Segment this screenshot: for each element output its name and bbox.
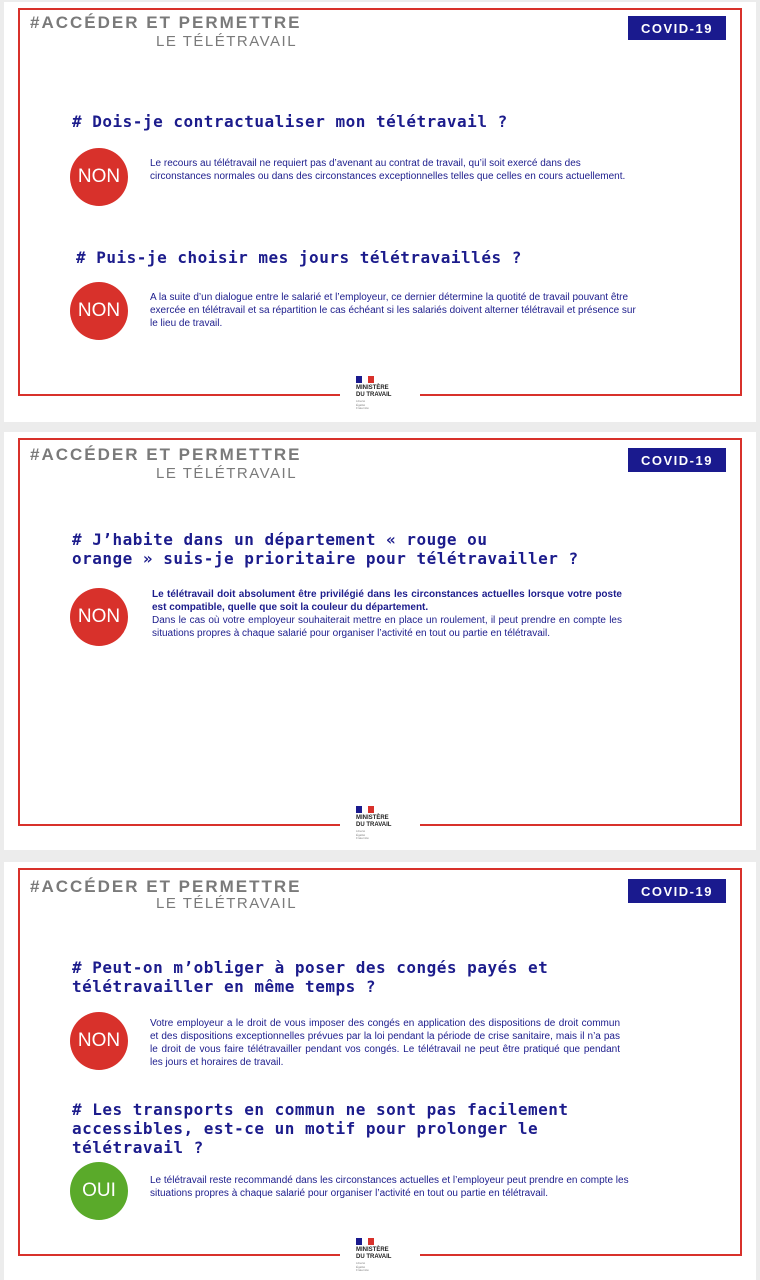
- slide-frame: [18, 8, 742, 396]
- ministry-logo: MINISTÈRE DU TRAVAIL Liberté Égalité Fraternité: [356, 806, 406, 841]
- french-flag-icon: [356, 376, 374, 383]
- slide-1: [4, 2, 756, 422]
- non-badge: NON: [70, 148, 128, 206]
- slide-3: [4, 862, 756, 1280]
- non-badge: NON: [70, 282, 128, 340]
- answer-text: A la suite d’un dialogue entre le salarié et l’employeur, ce dernier détermine la quotité de travail pouvant être exercée en télétravail et sa répartition le cas échéant si les salariés doivent alterner télétravail et présence sur le lieu de travail.: [150, 292, 636, 329]
- question-heading: # J’habite dans un département « rouge ou orange » suis-je prioritaire pour télétravailler ?: [72, 530, 579, 568]
- covid-badge: COVID-19: [628, 448, 726, 472]
- covid-badge: COVID-19: [628, 16, 726, 40]
- question-heading: # Peut-on m’obliger à poser des congés payés et télétravailler en même temps ?: [72, 958, 549, 996]
- non-badge: NON: [70, 588, 128, 646]
- ministry-logo: MINISTÈRE DU TRAVAIL Liberté Égalité Fraternité: [356, 376, 406, 411]
- header-subtitle: LE TÉLÉTRAVAIL: [156, 465, 298, 482]
- slide-2: [4, 432, 756, 850]
- french-flag-icon: [356, 1238, 374, 1245]
- header-title: #ACCÉDER ET PERMETTRE: [30, 877, 302, 896]
- answer-text: Le télétravail doit absolument être privilégié dans les circonstances actuelles lorsque votre poste est compatible, quelle que soit la couleur du département. Dans le cas où votre employeur souhaiterait mettre en place un roulement, il peut prendre en compte les situations propres à chaque salarié pour organiser l’activité en tout ou partie en télétravail.: [152, 589, 622, 639]
- header-subtitle: LE TÉLÉTRAVAIL: [156, 895, 298, 912]
- oui-badge: OUI: [70, 1162, 128, 1220]
- question-heading: # Dois-je contractualiser mon télétravail ?: [72, 112, 508, 131]
- answer-text: Votre employeur a le droit de vous imposer des congés en application des dispositions de droit commun et des dispositions exceptionnelles prévues par la loi pendant la période de crise sanitaire, mais il n’a pas le droit de vous faire télétravailler pendant vos congés. Le télétravail ne peut être pratiqué que pendant les jours et horaires de travail.: [150, 1018, 620, 1068]
- question-heading: # Puis-je choisir mes jours télétravaillés ?: [76, 248, 522, 267]
- non-badge: NON: [70, 1012, 128, 1070]
- covid-badge: COVID-19: [628, 879, 726, 903]
- header-subtitle: LE TÉLÉTRAVAIL: [156, 33, 298, 50]
- question-heading: # Les transports en commun ne sont pas facilement accessibles, est-ce un motif pour prolonger le télétravail ?: [72, 1100, 569, 1157]
- answer-text: Le recours au télétravail ne requiert pas d’avenant au contrat de travail, qu’il soit exercé dans des circonstances normales ou dans des circonstances exceptionnelles telles que celles en cours actuellement.: [150, 158, 626, 182]
- ministry-logo: MINISTÈRE DU TRAVAIL Liberté Égalité Fraternité: [356, 1238, 406, 1273]
- answer-text: Le télétravail reste recommandé dans les circonstances actuelles et l’employeur peut prendre en compte les situations propres à chaque salarié pour organiser l’activité en tout ou partie en télétravail.: [150, 1175, 629, 1199]
- header-title: #ACCÉDER ET PERMETTRE: [30, 13, 302, 32]
- french-flag-icon: [356, 806, 374, 813]
- header-title: #ACCÉDER ET PERMETTRE: [30, 445, 302, 464]
